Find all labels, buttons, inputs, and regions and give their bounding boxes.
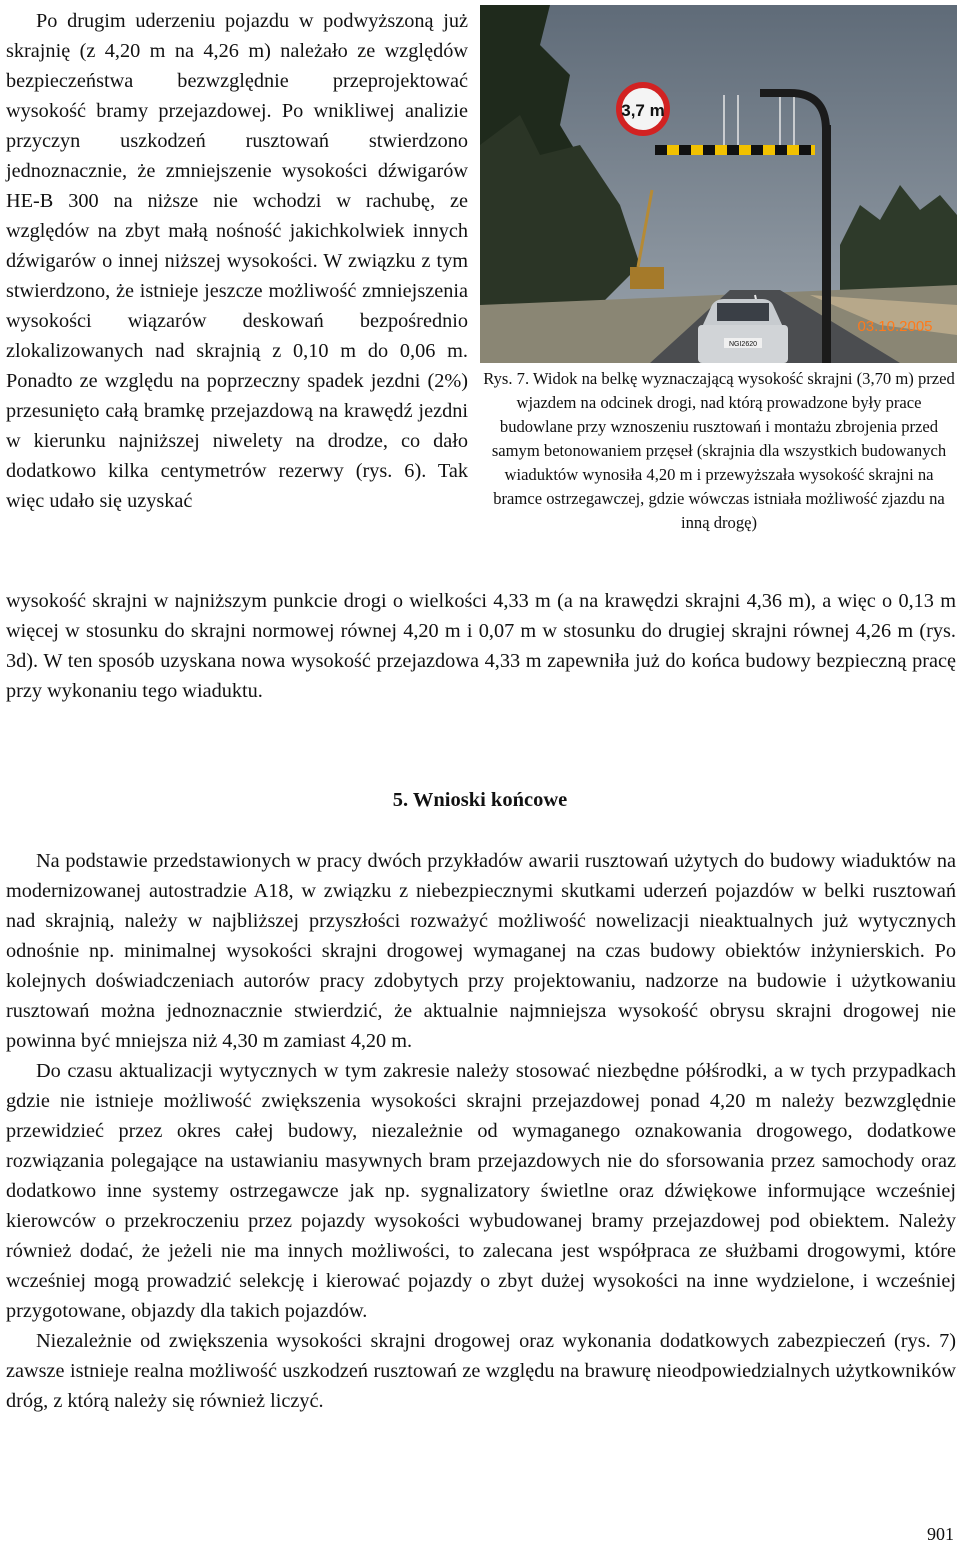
figure-photo	[480, 5, 957, 363]
conclusions-body	[6, 846, 956, 1416]
section-heading: 5. Wnioski końcowe	[392, 789, 568, 811]
figure-caption: Rys. 7. Widok na belkę wyznaczającą wysokość skrajni (3,70 m) przed wjazdem na odcinek drogi, nad którą prowadzone były prace budowlane przy wznoszeniu rusztowań i montażu zbrojenia przed samym betonowaniem przęseł (skrajnia dla wszystkich budowanych wiaduktów wynosiła 4,20 m i przewyższała wysokość skrajni na bramce ostrzegawczej, gdzie wówczas istniała możliwość zjazdu na inną drogę)	[483, 369, 955, 532]
gantry-pole	[822, 125, 831, 363]
height-limit-sign	[619, 85, 667, 133]
body-paragraph: Niezależnie od zwiększenia wysokości skrajni drogowej oraz wykonania dodatkowych zabezpieczeń (rys. 7) zawsze istnieje realna możliwość uszkodzeń rusztowań ze względu na brawurę nieodpowiedzialnych użytkowników dróg, z którą należy się również liczyć.	[6, 1330, 956, 1412]
svg-text:3,7 m: 3,7 m	[621, 101, 665, 120]
road-photo	[480, 5, 957, 363]
height-limit-beam	[655, 145, 815, 155]
continuation-block	[6, 586, 956, 706]
svg-text:NGI2620: NGI2620	[728, 341, 758, 348]
body-paragraph: Po drugim uderzeniu pojazdu w podwyższoną już skrajnię (z 4,20 m na 4,26 m) należało ze względów bezpieczeństwa bezwzględnie przeprojektować wysokość bramy przejazdowej. Po wnikliwej analizie przyczyn uszkodzeń rusztowań stwierdzono jednoznacznie, że zmniejszenie wysokości dźwigarów HE-B 300 na niższe nie wchodzi w rachubę, ze względów na zbyt małą nośność jakichkolwiek innych dźwigarów o innej niższej wysokości. W związku z tym stwierdzono, że istnieje jeszcze możliwość zmniejszenia wysokości wiązarów deskowań bezpośrednio zlokalizowanych nad skrajnią z 0,10 m do 0,06 m. Ponadto ze względu na poprzeczny spadek jezdni (2%) przesunięto całą bramkę przejazdową na krawędź jezdni w kierunku najniższej niwelety na drodze, co dało dodatkowo kilka centymetrów rezerwy (rys. 6). Tak więc udało się uzyskać	[6, 10, 468, 512]
body-paragraph: Do czasu aktualizacji wytycznych w tym zakresie należy stosować niezbędne półśrodki, a w tych przypadkach gdzie nie istnieje możliwość zwiększenia wysokości skrajni przejazdowej ponad 4,20 m należy bezwzględnie przewidzieć przez okres całej budowy, niezależnie od wymaganego oznakowania drogowego, dodatkowe rozwiązania polegające na ustawianiu masywnych bram przejazdowych nie do sforsowania przez samochody oraz dodatkowo inne systemy ostrzegawcze jak np. sygnalizatory świetlne oraz dźwiękowe informujące wcześniej kierowców o przekroczeniu przez pojazdy wysokości wybudowanej bramy przejazdowej pod obiektem. Należy również dodać, że jeżeli nie ma innych możliwości, to zalecana jest współpraca ze służbami drogowymi, które wcześniej mogą prowadzić selekcję i kierować pojazdy o zbyt dużej wysokości na inne wydzielone, i wcześniej przygotowane, objazdy dla takich pojazdów.	[6, 1060, 956, 1322]
page-number: 901	[927, 1524, 954, 1544]
body-paragraph: wysokość skrajni w najniższym punkcie drogi o wielkości 4,33 m (a na krawędzi skrajni 4,36 m), a więc o 0,13 m więcej w stosunku do skrajni normowej równej 4,20 m i 0,07 m w stosunku do drugiej skrajni równej 4,26 m (rys. 3d). W ten sposób uzyskana nowa wysokość przejazdowa 4,33 m zapewniła już do końca budowy bezpieczną pracę przy wykonaniu tego wiaduktu.	[6, 590, 956, 702]
left-column	[6, 6, 468, 516]
car	[698, 299, 788, 363]
body-paragraph: Na podstawie przedstawionych w pracy dwóch przykładów awarii rusztowań użytych do budowy wiaduktów na modernizowanej autostradzie A18, w związku z niebezpiecznymi skutkami uderzeń pojazdów w belki rusztowań nad skrajnią, należy w najbliższej przyszłości rozważyć możliwość nowelizacji nieaktualnych już wytycznych odnośnie np. minimalnej wysokości skrajni drogowej wymaganej na czas budowy obiektów inżynierskich. Po kolejnych doświadczeniach autorów pracy zdobytych przy projektowaniu, nadzorze na budowie i użytkowaniu rusztowań można jednoznacznie stwierdzić, że aktualnie najmniejsza wysokość obrysu skrajni drogowej nie powinna być mniejsza niż 4,30 m zamiast 4,20 m.	[6, 850, 956, 1052]
date-stamp: 03.10.2005	[857, 318, 933, 335]
